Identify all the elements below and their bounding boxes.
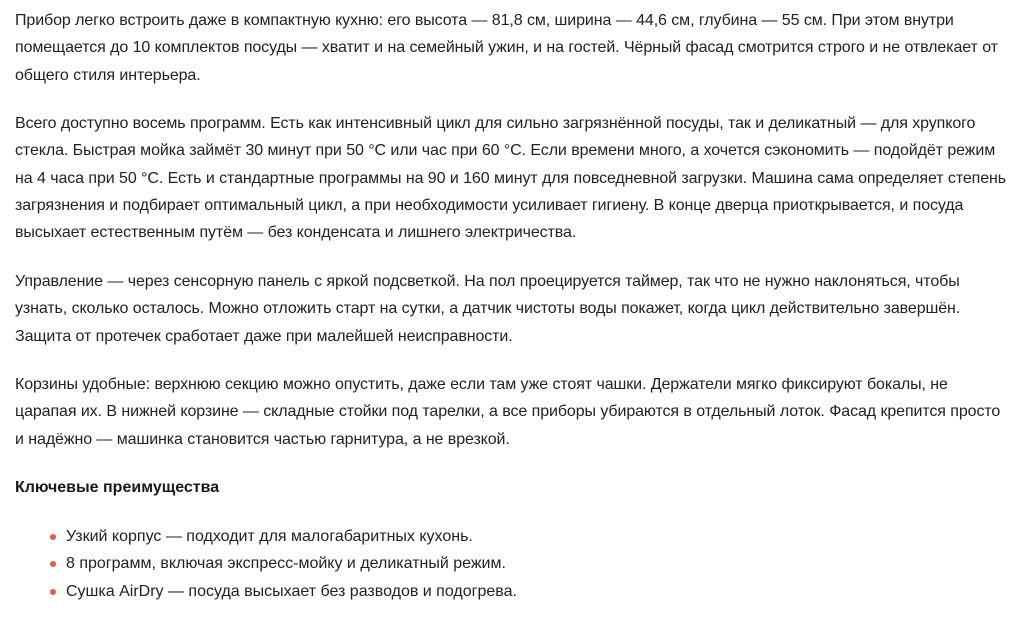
paragraph-dimensions: Прибор легко встроить даже в компактную кухню: его высота — 81,8 см, ширина — 44,6 см, глубина — 55 см. При этом внутри помещается до 10 комплектов посуды — хватит и на семейный ужин, и на гостей. Чёрный фасад смотрится строго и не отвлекает от общего стиля интерьера. (15, 12, 998, 84)
benefits-list (50, 523, 517, 605)
bullet-icon (50, 561, 56, 567)
list-item-text: Сушка AirDry — посуда высыхает без разводов и подогрева. (66, 582, 517, 600)
list-item-text: Узкий корпус — подходит для малогабаритных кухонь. (66, 528, 473, 545)
paragraph-baskets: Корзины удобные: верхнюю секцию можно опустить, даже если там уже стоят чашки. Держатели мягко фиксируют бокалы, не царапая их. В нижней корзине — складные стойки под тарелки, а все приборы убираются в отдельный лоток. Фасад крепится просто и надёжно — машинка становится частью гарнитура, а не врезкой. (15, 376, 1001, 448)
paragraph-controls: Управление — через сенсорную панель с яркой подсветкой. На пол проецируется таймер, так что не нужно наклоняться, чтобы узнать, сколько осталось. Можно отложить старт на сутки, а датчик чистоты воды покажет, когда цикл действительно завершён. Защита от протечек сработает даже при малейшей неисправности. (15, 273, 961, 345)
bullet-icon (50, 534, 56, 540)
benefits-heading: Ключевые преимущества (15, 479, 220, 496)
list-item (50, 550, 517, 577)
bullet-icon (50, 589, 56, 595)
paragraph-programs: Всего доступно восемь программ. Есть как интенсивный цикл для сильно загрязнённой посуды, так и деликатный — для хрупкого стекла. Быстрая мойка займёт 30 минут при 50 °C или час при 60 °C. Если времени много, а хочется сэкономить — подойдёт режим на 4 часа при 50 °C. Есть и стандартные программы на 90 и 160 минут для повседневной загрузки. Машина сама определяет степень загрязнения и подбирает оптимальный цикл, а при необходимости усиливает гигиену. В конце дверца приоткрывается, и посуда высыхает естественным путём — без конденсата и лишнего электричества. (15, 115, 1007, 242)
list-item (50, 578, 517, 605)
list-item (50, 523, 517, 550)
list-item-text: 8 программ, включая экспресс-мойку и деликатный режим. (66, 555, 506, 573)
